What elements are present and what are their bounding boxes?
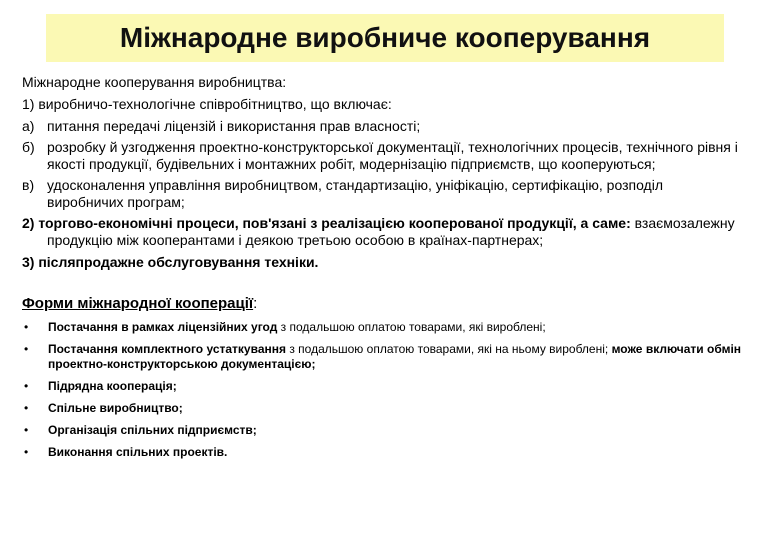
bullet-icon: • [24, 445, 29, 459]
list-item [22, 379, 742, 394]
section2-bold: 2) торгово-економічні процеси, пов'язані з реалізацією кооперованої продукції, а саме: [22, 215, 631, 231]
list-item [22, 320, 742, 335]
bullet-bold: Спільне виробництво; [48, 401, 183, 415]
bullet-icon: • [24, 342, 29, 356]
title-banner [46, 14, 724, 62]
forms-heading-colon: : [253, 295, 258, 312]
bullet-bold: Виконання спільних проектів. [48, 445, 228, 459]
bullet-normal: з подальшою оплатою товарами, які на ньому вироблені; [286, 342, 609, 356]
bullet-icon: • [24, 401, 29, 415]
list-item [22, 342, 742, 372]
bullet-bold-extra: може включати обмін проектно-конструкторською документацією; [48, 342, 742, 371]
forms-heading [22, 295, 742, 312]
list-item-text: питання передачі ліцензій і використання прав власності; [47, 118, 421, 134]
forms-list [22, 320, 742, 460]
section1-label: 1) виробничо-технологічне співробітництво, що включає: [22, 96, 392, 112]
forms-heading-text: Форми міжнародної кооперації [22, 295, 254, 312]
list-marker: а) [22, 118, 35, 134]
list-item [22, 118, 742, 135]
bullet-bold: Постачання в рамках ліцензійних угод [48, 320, 278, 334]
bullet-normal: з подальшою оплатою товарами, які вироблені; [277, 320, 546, 334]
section2-normal: взаємозалежну продукцію між кооперантами і деякою третьою особою в країнах-партнерах; [47, 215, 735, 248]
list-item-text: розробку й узгодження проектно-конструкторської документації, технологічних процесів, технічного рівня і якості продукції, будівельних і монтажних робіт, модернізацію підприємств, що кооперуються; [47, 139, 738, 172]
bullet-bold: Організація спільних підприємств; [48, 423, 257, 437]
list-item [22, 401, 742, 416]
bullet-bold: Постачання комплектного устаткування [48, 342, 286, 356]
bullet-icon: • [24, 379, 29, 393]
section3: 3) післяпродажне обслуговування техніки. [22, 254, 319, 270]
list-marker: в) [22, 177, 35, 193]
bullet-icon: • [24, 320, 29, 334]
list-item [22, 423, 742, 438]
page-title: Міжнародне виробниче коопeрування [119, 22, 651, 53]
bullet-bold: Підрядна кооперація; [48, 379, 177, 393]
bullet-icon: • [24, 423, 29, 437]
list-marker: б) [22, 139, 35, 155]
slide-content [22, 74, 742, 467]
list-item [22, 139, 742, 173]
intro-text: Міжнародне кооперування виробництва: [22, 74, 287, 90]
list-item-text: удосконалення управління виробництвом, стандартизацію, уніфікацію, сертифікацію, розподіл виробничих програм; [47, 177, 663, 210]
list-item [22, 177, 742, 211]
section2 [22, 215, 742, 249]
list-item [22, 445, 742, 460]
